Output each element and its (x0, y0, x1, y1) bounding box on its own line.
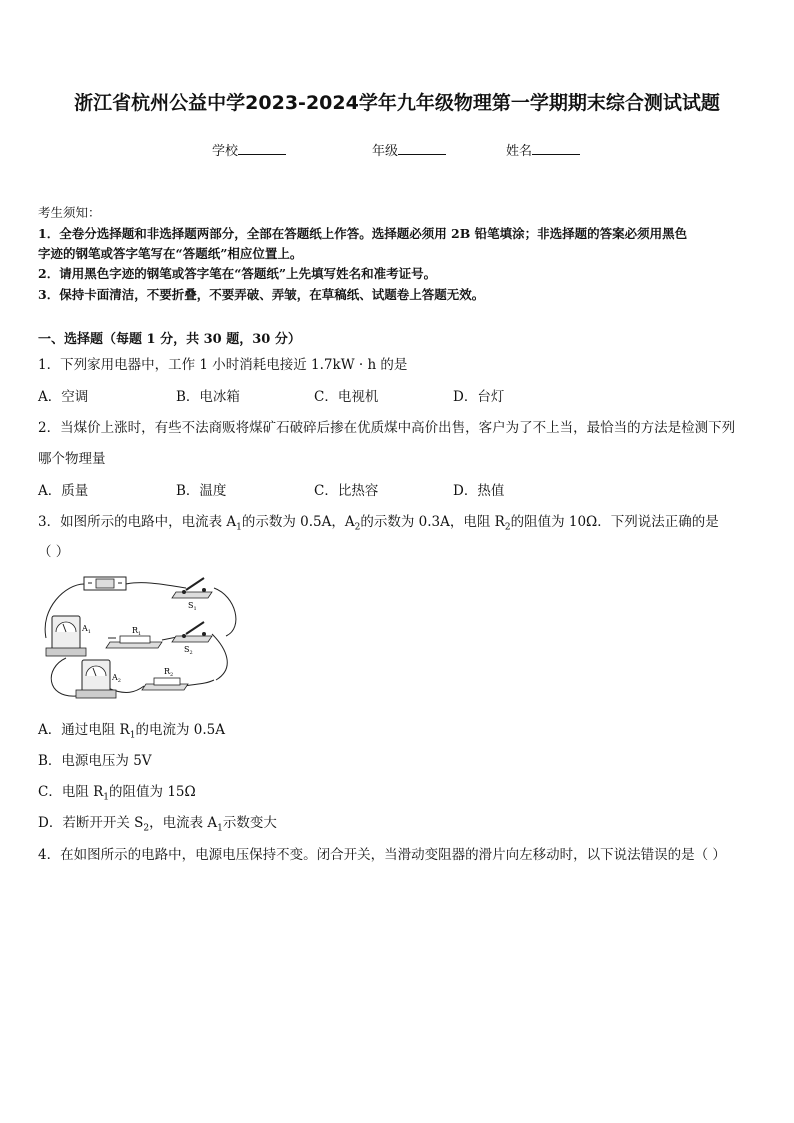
q3-option-c[interactable]: C．电阻 $R_1$的阻值为 15Ω (38, 784, 196, 803)
a1-label: $A_1$ (82, 624, 91, 635)
a2-label: $A_2$ (112, 673, 121, 684)
notice-item-2: 2．请用黑色字迹的钢笔或答字笔在“答题纸”上先填写姓名和准考证号。 (38, 266, 437, 281)
q1-option-d[interactable]: D．台灯 (453, 389, 505, 405)
r2-label: $R_2$ (164, 667, 174, 678)
page-title: 浙江省杭州公益中学2023-2024学年九年级物理第一学期期末综合测试试题 (74, 92, 720, 114)
q3-option-b[interactable]: B．电源电压为 5V (38, 753, 152, 769)
name-blank[interactable] (532, 143, 580, 155)
q3-answer-bracket: （ ） (38, 544, 70, 560)
q3-circuit-figure (36, 568, 246, 708)
q2-stem-line-1: 2．当煤价上涨时，有些不法商贩将煤矿石破碎后掺在优质煤中高价出售，客户为了不上当，最恰当的方法是检测下列 (38, 420, 736, 436)
grade-label: 年级 (372, 144, 399, 159)
grade-blank[interactable] (398, 143, 446, 155)
notice-item-1-line-1: 1．全卷分选择题和非选择题两部分，全部在答题纸上作答。选择题必须用 2B 铅笔填涂；非选择题的答案必须用黑色 (38, 226, 688, 241)
notice-heading: 考生须知： (38, 205, 101, 220)
q3-option-a[interactable]: A．通过电阻 $R_1$的电流为 0.5A (38, 722, 225, 741)
q1-option-b[interactable]: B．电冰箱 (176, 389, 240, 405)
school-blank[interactable] (238, 143, 286, 155)
switch-s2-icon (172, 622, 212, 642)
q1-stem: 1．下列家用电器中，工作 1 小时消耗电接近 1.7kW · h 的是 (38, 357, 408, 373)
s1-label: $S_1$ (188, 601, 197, 612)
r1-label: $R_1$ (132, 626, 142, 637)
q2-option-b[interactable]: B．温度 (176, 483, 227, 499)
name-field (506, 140, 580, 159)
switch-s1-icon (172, 578, 212, 598)
q1-option-c[interactable]: C．电视机 (314, 389, 379, 405)
q3-option-d[interactable]: D．若断开开关 $S_2$，电流表 $A_1$示数变大 (38, 815, 277, 834)
section-heading: 一、选择题（每题 1 分，共 30 题，30 分） (38, 332, 301, 347)
ammeter-a1-icon (46, 616, 86, 656)
school-label: 学校 (212, 144, 239, 159)
grade-field (372, 140, 446, 159)
s2-label: $S_2$ (184, 645, 193, 656)
ammeter-a2-icon (76, 660, 116, 698)
q2-option-d[interactable]: D．热值 (453, 483, 505, 499)
notice-item-1-line-2: 字迹的钢笔或答字笔写在“答题纸”相应位置上。 (38, 246, 303, 261)
q2-option-a[interactable]: A．质量 (38, 483, 89, 499)
q2-stem-line-2: 哪个物理量 (38, 451, 106, 467)
q3-stem: 3．如图所示的电路中，电流表 $A_1$的示数为 0.5A，$A_2$的示数为 0.3A，电阻 $R_2$的阻值为 10Ω．下列说法正确的是 (38, 514, 719, 533)
resistor-r2-icon (142, 678, 188, 690)
q2-option-c[interactable]: C．比热容 (314, 483, 379, 499)
school-field (212, 140, 286, 159)
notice-item-3: 3．保持卡面清洁，不要折叠，不要弄破、弄皱，在草稿纸、试题卷上答题无效。 (38, 287, 485, 302)
name-label: 姓名 (506, 144, 533, 159)
battery-icon (84, 577, 126, 590)
q4-stem: 4．在如图所示的电路中，电源电压保持不变。闭合开关，当滑动变阻器的滑片向左移动时，以下说法错误的是（ ） (38, 847, 726, 863)
q1-option-a[interactable]: A．空调 (38, 389, 89, 405)
